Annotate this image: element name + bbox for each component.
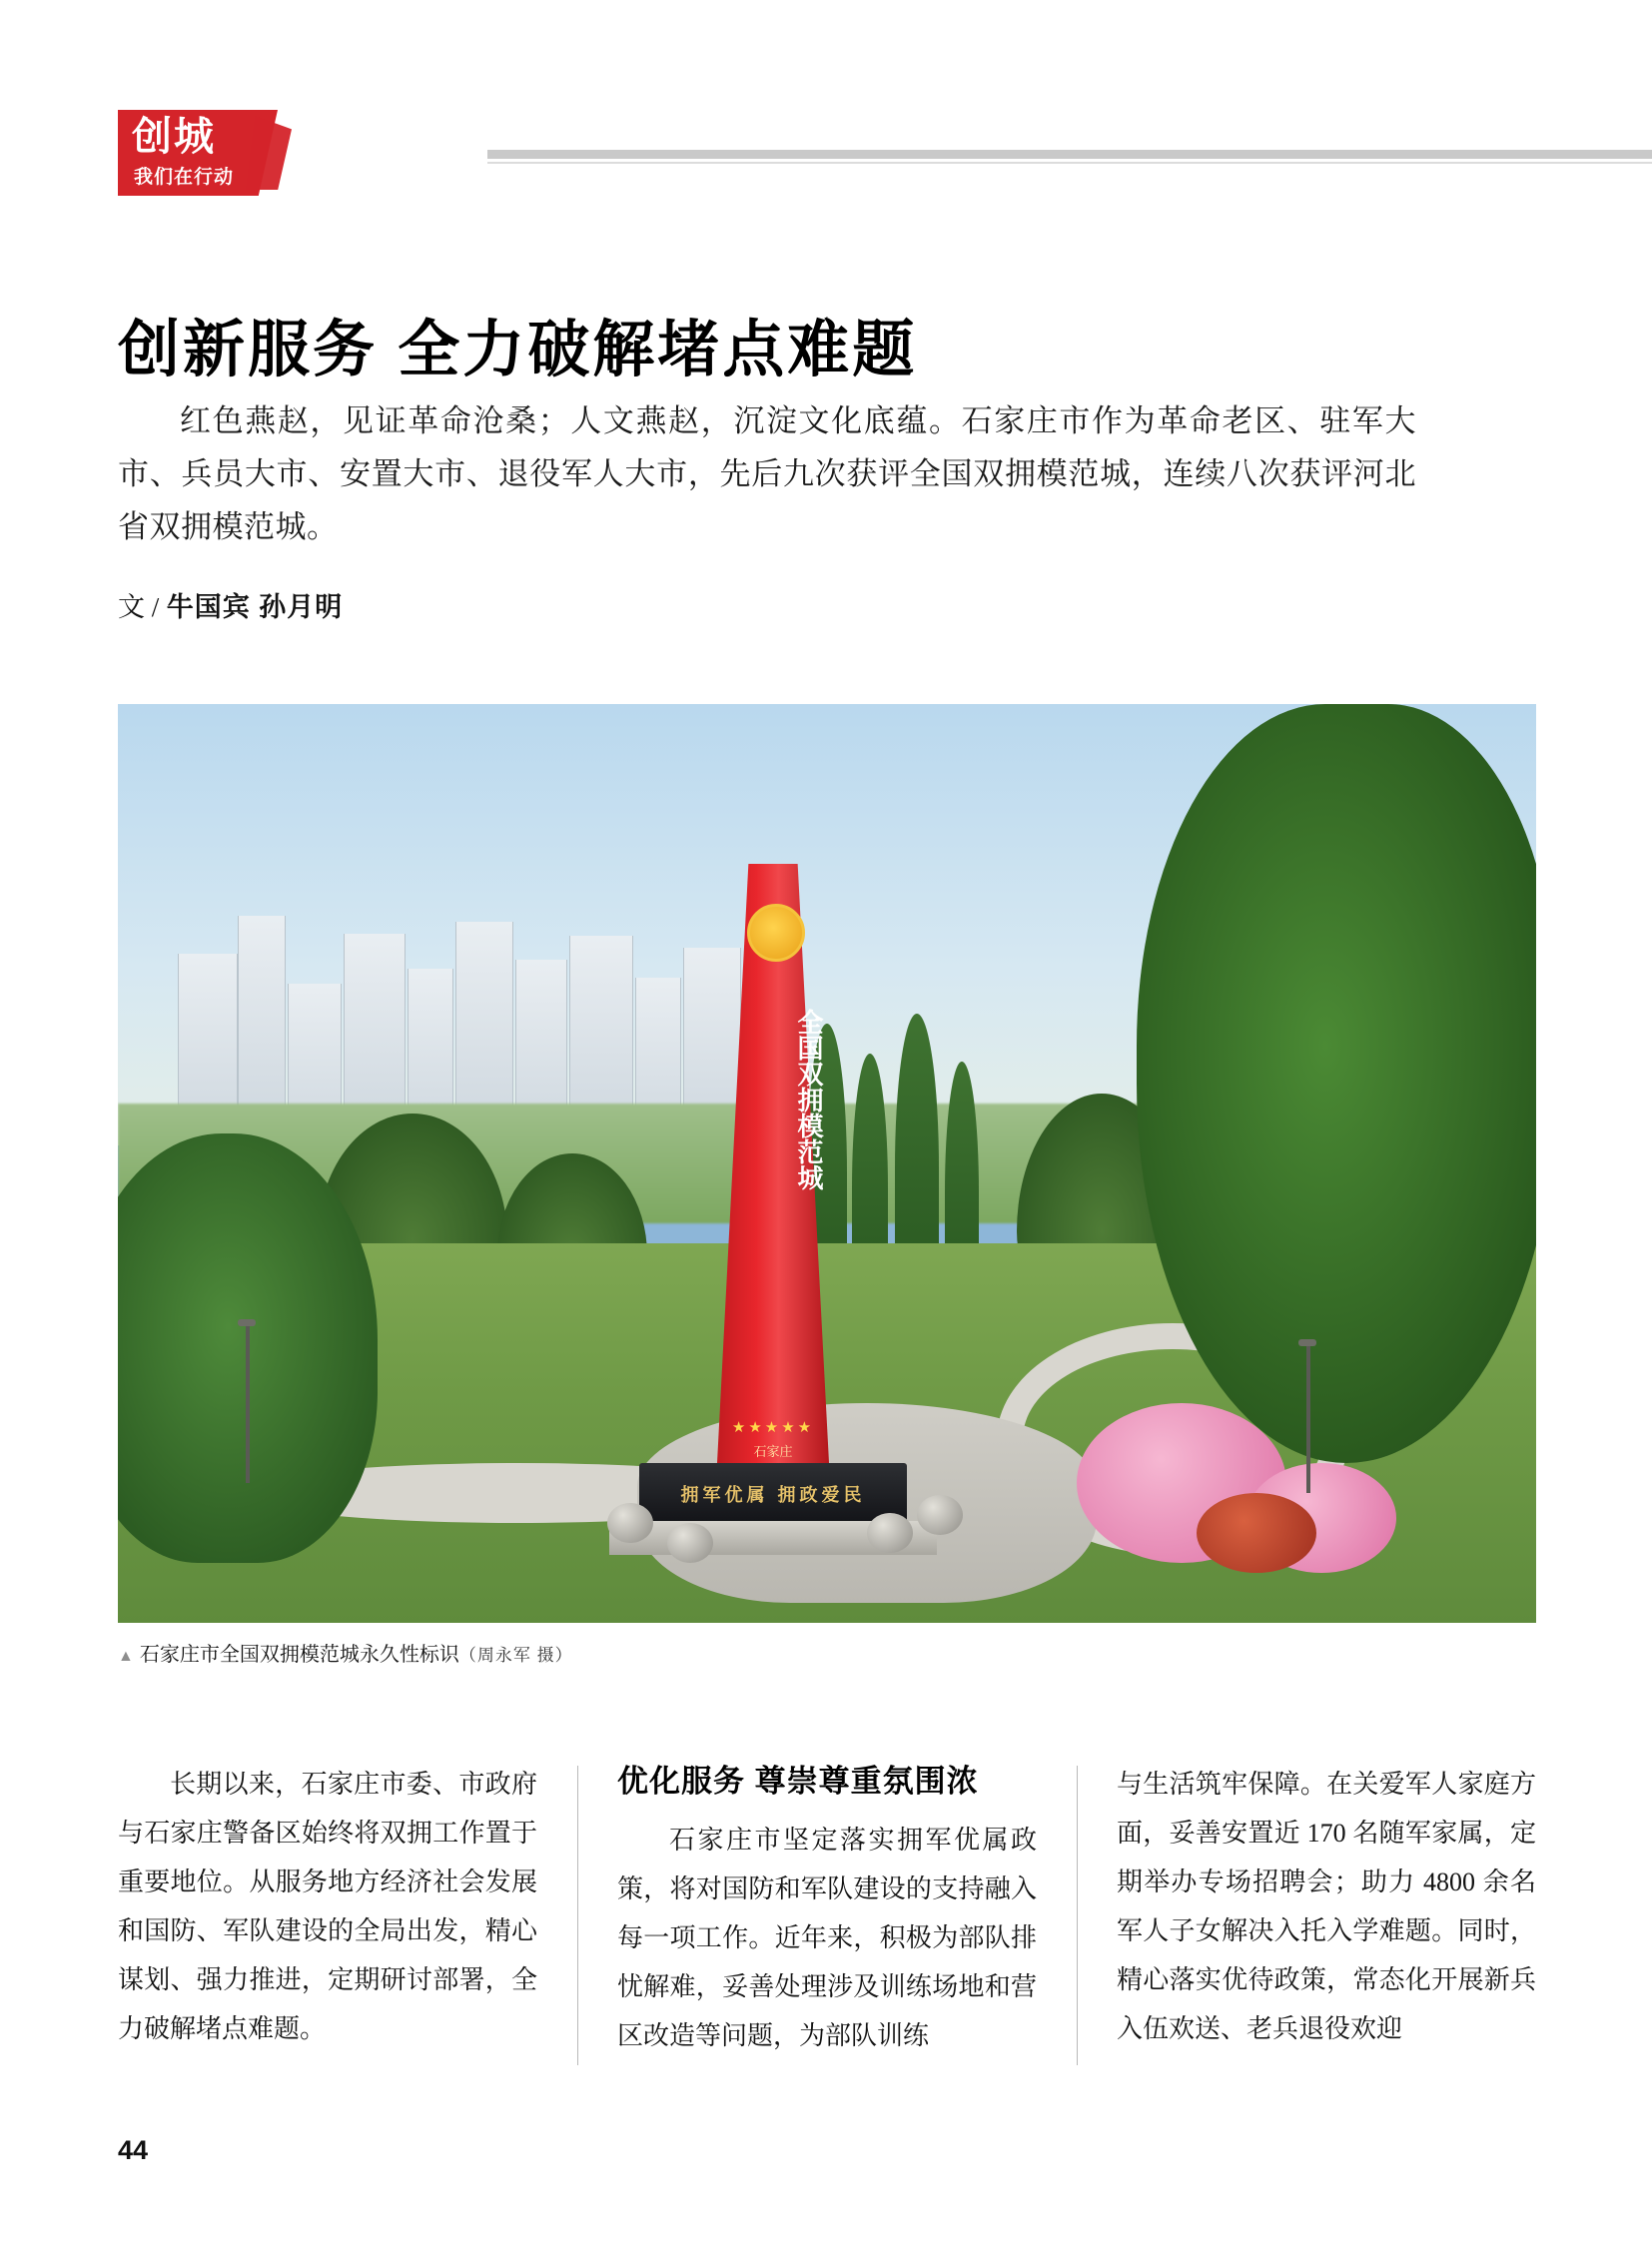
body-paragraph: 长期以来，石家庄市委、市政府与石家庄警备区始终将双拥工作置于重要地位。从服务地方经济社会发展和国防、军队建设的全局出发，精心谋划、强力推进，定期研讨部署，全力破解堵点难题。 [118, 1770, 537, 2043]
monument-base [639, 1463, 907, 1523]
caption-marker-icon: ▲ [118, 1648, 134, 1665]
photo-sphere-3 [867, 1513, 913, 1553]
monument [680, 864, 866, 1505]
monument-base-inscription: 拥军优属 拥政爱民 [680, 1485, 866, 1505]
photo-sphere-4 [917, 1495, 963, 1535]
photo-sphere-1 [607, 1503, 653, 1543]
photo-tree-right [1137, 704, 1536, 1463]
page-title: 创新服务 全力破解堵点难题 [118, 315, 918, 384]
article-photo [118, 704, 1536, 1623]
section-badge [118, 110, 293, 196]
monument-stars: ★★★★★ [731, 1420, 815, 1436]
byline-label: 文 / [118, 592, 160, 622]
body-column-1 [118, 1760, 537, 2053]
photo-lamp-post-2 [1306, 1343, 1310, 1493]
body-paragraph: 与生活筑牢保障。在关爱军人家庭方面，妥善安置近 170 名随军家属，定期举办专场招聘会；助力 4800 余名军人子女解决入托入学难题。同时，精心落实优待政策，常态化开展新兵入伍欢送、老兵退役欢迎 [1117, 1770, 1536, 2043]
body-column-2 [617, 1760, 1037, 2060]
section-subheading: 优化服务 尊崇尊重氛围浓 [617, 1764, 979, 1799]
byline-authors: 牛国宾 孙月明 [166, 592, 344, 622]
lead-paragraph: 红色燕赵，见证革命沧桑；人文燕赵，沉淀文化底蕴。石家庄市作为革命老区、驻军大市、兵员大市、安置大市、退役军人大市，先后九次获评全国双拥模范城，连续八次获评河北省双拥模范城。 [118, 403, 1416, 544]
column-divider-2 [1077, 1766, 1078, 2065]
caption-text: 石家庄市全国双拥模范城永久性标识 [139, 1644, 459, 1666]
header-rule-thin [487, 162, 1652, 164]
monument-inscription: 全国双拥模范城 [794, 1009, 824, 1190]
byline [118, 585, 343, 624]
caption-credit: （周永军 摄） [458, 1646, 573, 1665]
page-header [118, 110, 1536, 200]
badge-main-label: 创城 [132, 115, 216, 159]
photo-red-shrub [1197, 1493, 1316, 1573]
photo-lamp-head-2 [1298, 1339, 1316, 1346]
photo-caption [118, 1638, 573, 1667]
page-number: 44 [118, 2135, 149, 2165]
photo-sphere-2 [667, 1523, 713, 1563]
column-divider-1 [577, 1766, 578, 2065]
photo-lamp-post [246, 1323, 250, 1483]
badge-sub-label: 我们在行动 [134, 167, 235, 188]
monument-city-label: 石家庄 [753, 1444, 793, 1459]
body-paragraph: 石家庄市坚定落实拥军优属政策，将对国防和军队建设的支持融入每一项工作。近年来，积极为部队排忧解难，妥善处理涉及训练场地和营区改造等问题，为部队训练 [617, 1826, 1037, 2050]
monument-emblem-icon [747, 904, 805, 962]
photo-lamp-head [238, 1319, 256, 1326]
body-columns [118, 1760, 1536, 2089]
body-column-3 [1117, 1760, 1536, 2053]
header-rule [487, 150, 1652, 159]
